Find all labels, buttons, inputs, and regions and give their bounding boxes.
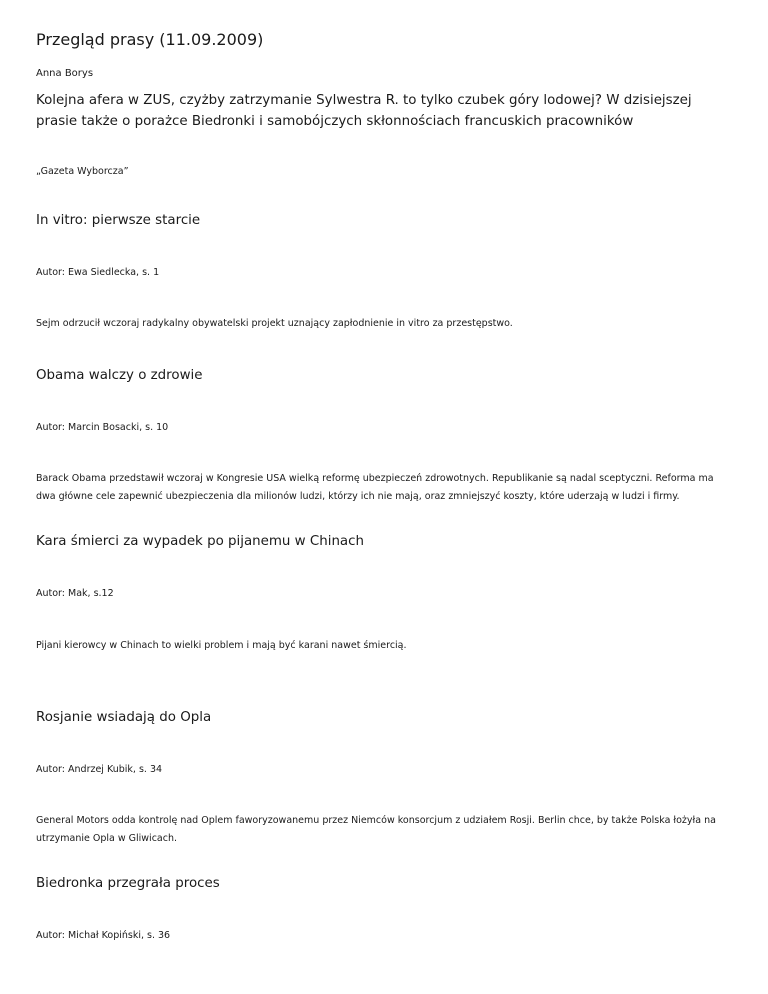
article-meta: Autor: Andrzej Kubik, s. 34 xyxy=(36,764,163,775)
article-summary: Pijani kierowcy w Chinach to wielki problem i mają być karani nawet śmiercią. xyxy=(36,640,407,651)
article-meta: Autor: Marcin Bosacki, s. 10 xyxy=(36,422,169,433)
article-title: Biedronka przegrała proces xyxy=(36,876,220,891)
article-summary: Barack Obama przedstawił wczoraj w Kongresie USA wielką reformę ubezpieczeń zdrowotnych. Republikanie są nadal sceptyczni. Reforma ma dwa główne cele zapewnić ubezpieczenia dla milionów ludzi, którzy ich nie mają, oraz zmniejszyć koszty, które uderzają w ludzi i firmy. xyxy=(36,473,714,502)
source-name: „Gazeta Wyborcza” xyxy=(36,166,129,177)
article-title: In vitro: pierwsze starcie xyxy=(36,213,201,228)
article-summary: General Motors odda kontrolę nad Oplem faworyzowanemu przez Niemców konsorcjum z udziałem Rosji. Berlin chce, by także Polska łożyła na utrzymanie Opla w Gliwicach. xyxy=(36,815,716,844)
article-title: Rosjanie wsiadają do Opla xyxy=(36,710,212,725)
article-meta: Autor: Ewa Siedlecka, s. 1 xyxy=(36,267,160,278)
lead-paragraph: Kolejna afera w ZUS, czyżby zatrzymanie Sylwestra R. to tylko czubek góry lodowej? W dzisiejszej prasie także o porażce Biedronki i samobójczych skłonnościach francuskich pracowników xyxy=(36,93,692,129)
article-title: Obama walczy o zdrowie xyxy=(36,368,203,383)
article-summary: Sejm odrzucił wczoraj radykalny obywatelski projekt uznający zapłodnienie in vitro za przestępstwo. xyxy=(36,318,513,329)
article-title: Kara śmierci za wypadek po pijanemu w Chinach xyxy=(36,534,364,549)
article-meta: Autor: Mak, s.12 xyxy=(36,588,114,599)
article-meta: Autor: Michał Kopiński, s. 36 xyxy=(36,930,171,941)
document-author: Anna Borys xyxy=(36,68,94,79)
page-title: Przegląd prasy (11.09.2009) xyxy=(36,30,264,49)
